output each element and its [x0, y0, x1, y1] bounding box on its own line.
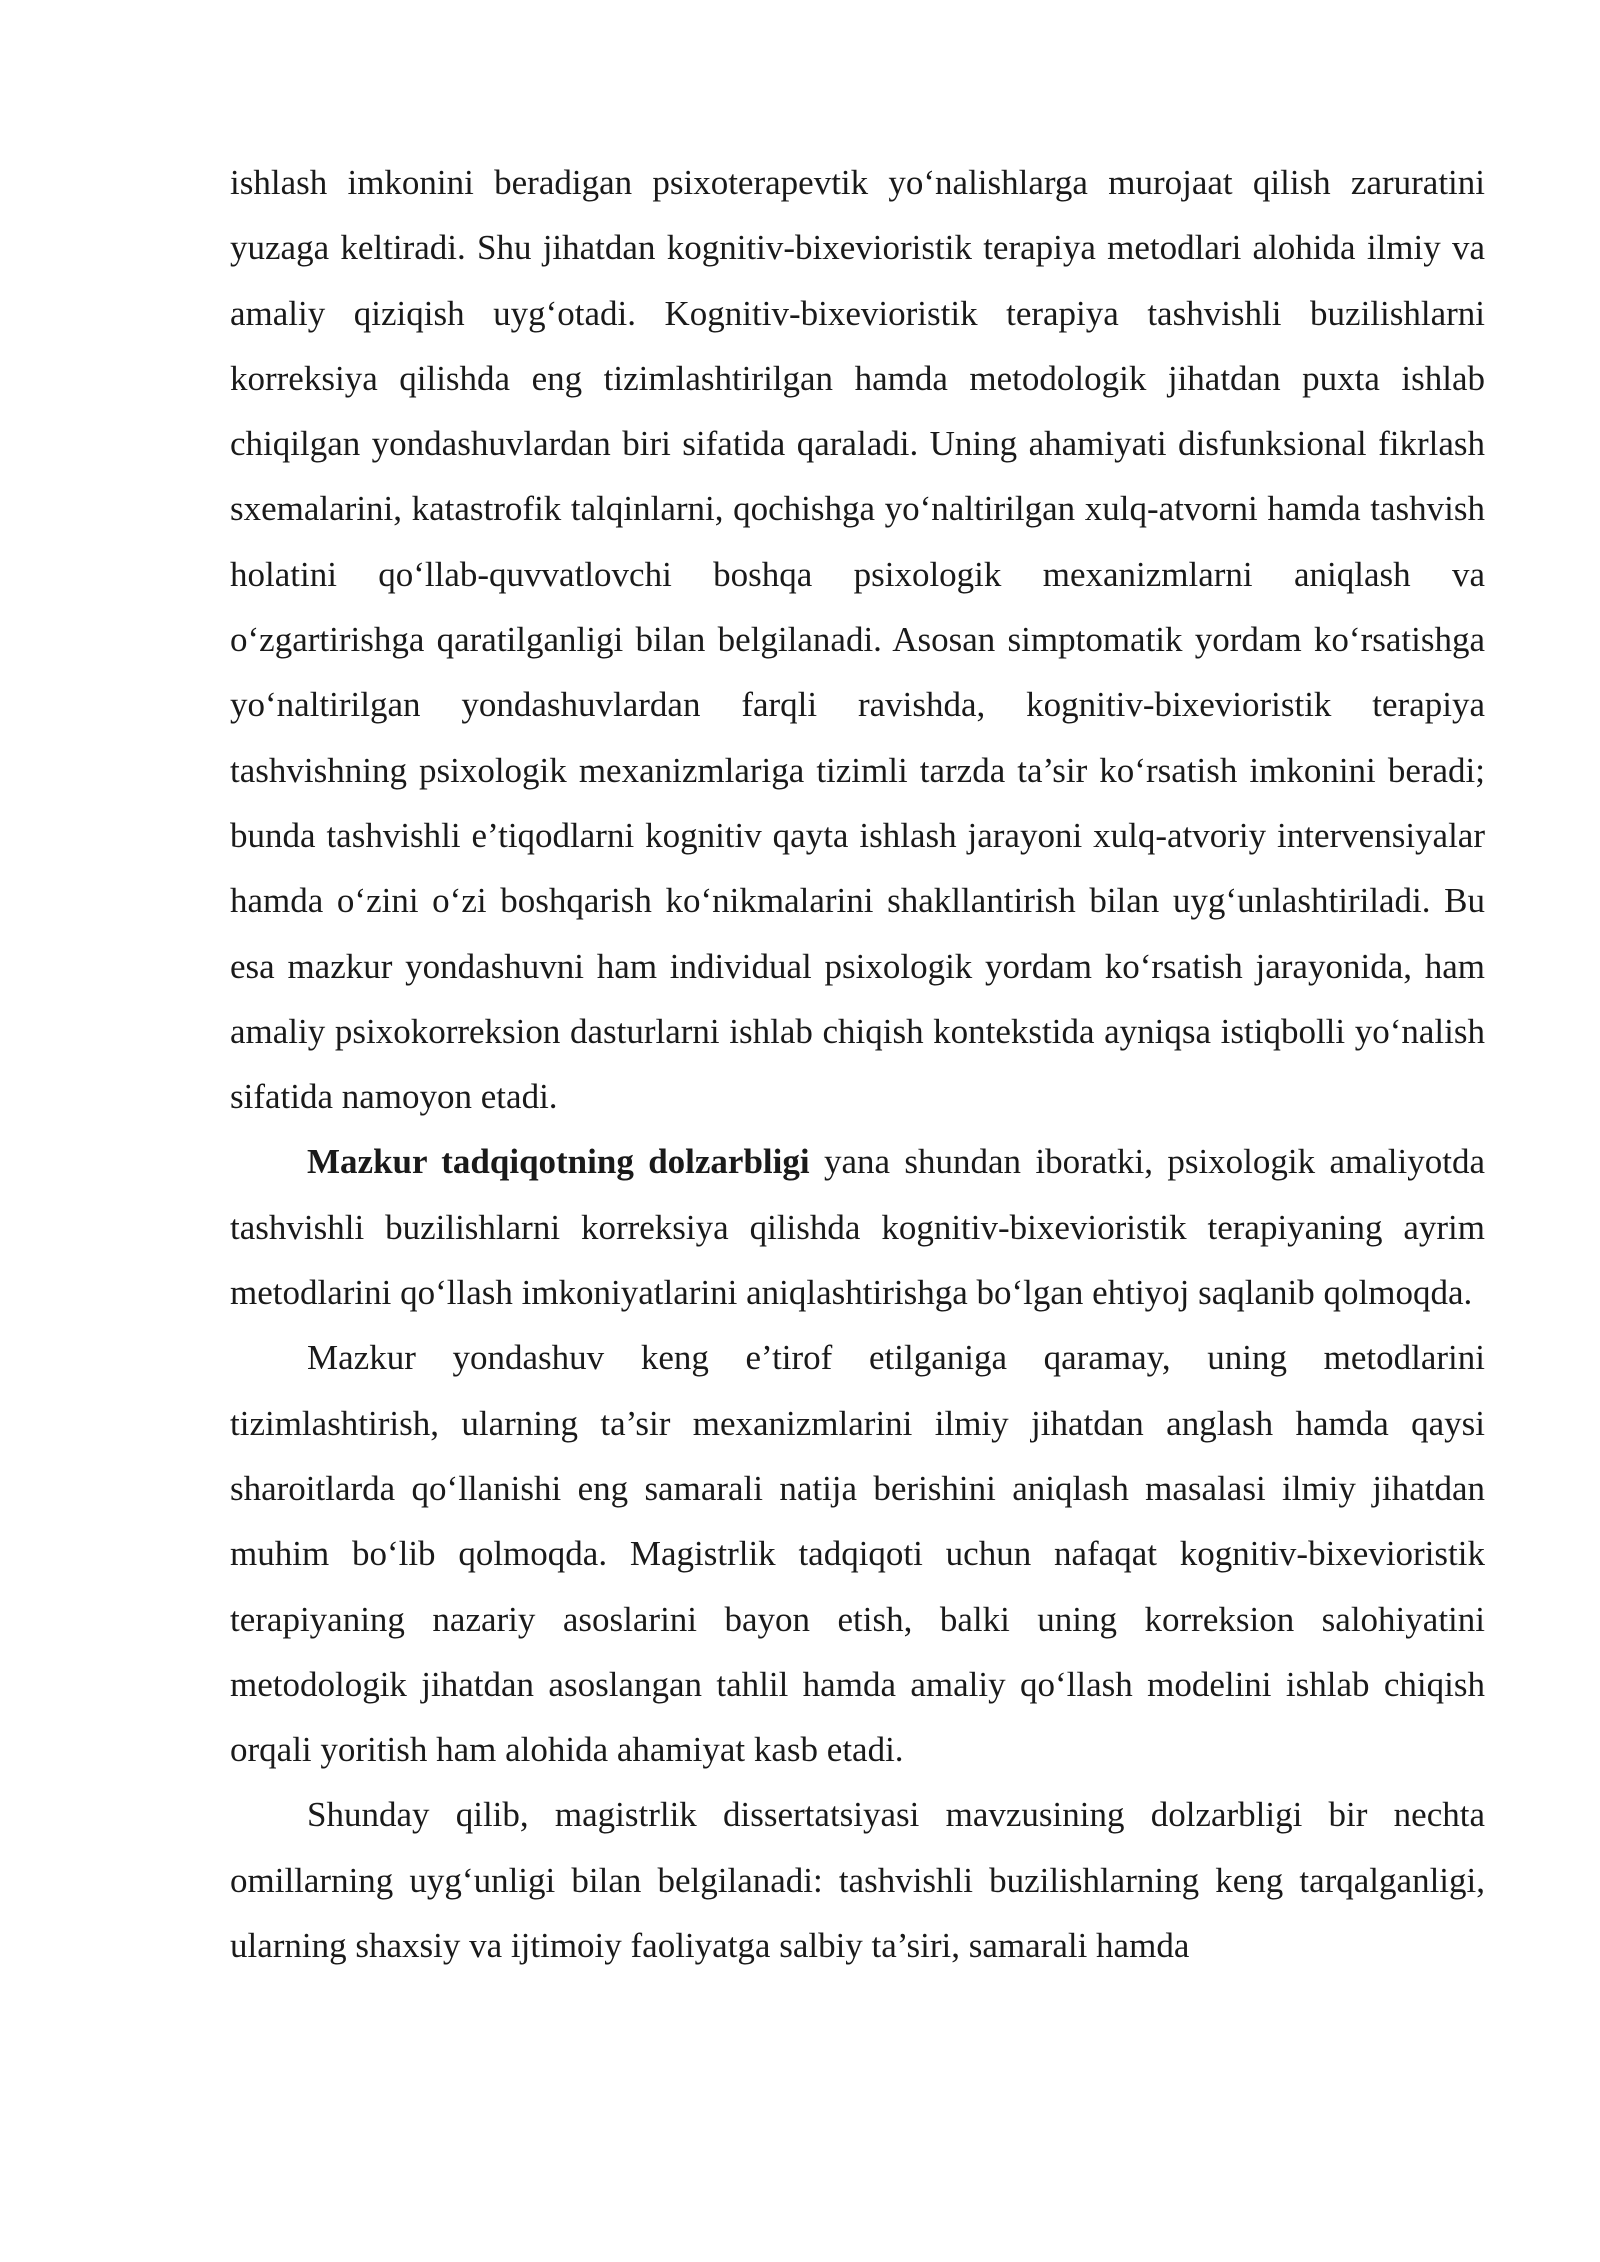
paragraph-relevance-body: yana shundan iboratki, psixologik amaliyotda tashvishli buzilishlarni korreksiya qilishda kognitiv-bixevioristik terapiyaning ayrim metodlarini qo‘llash imkoniyatlarini aniqlashtirishga bo‘lgan ehtiyoj saqlanib qolmoqda. [230, 1142, 1485, 1313]
paragraph-approach: Mazkur yondashuv keng e’tirof etilganiga qaramay, uning metodlarini tizimlashtirish, ularning ta’sir mexanizmlarini ilmiy jihatdan anglash hamda qaysi sharoitlarda qo‘llanishi eng samarali natija berishini aniqlash masalasi ilmiy jihatdan muhim bo‘lib qolmoqda. Magistrlik tadqiqoti uchun nafaqat kognitiv-bixevioristik terapiyaning nazariy asoslarini bayon etish, balki uning korreksion salohiyatini metodologik jihatdan asoslangan tahlil hamda amaliy qo‘llash modelini ishlab chiqish orqali yoritish ham alohida ahamiyat kasb etadi. [230, 1338, 1485, 1770]
paragraph-conclusion: Shunday qilib, magistrlik dissertatsiyasi mavzusining dolzarbligi bir nechta omillarning uyg‘unligi bilan belgilanadi: tashvishli buzilishlarning keng tarqalganligi, ularning shaxsiy va ijtimoiy faoliyatga salbiy ta’siri, samarali hamda [230, 1795, 1485, 1966]
paragraph-relevance [230, 1129, 1485, 1325]
paragraph-continuation: ishlash imkonini beradigan psixoterapevtik yo‘nalishlarga murojaat qilish zaruratini yuzaga keltiradi. Shu jihatdan kognitiv-bixevioristik terapiya metodlari alohida ilmiy va amaliy qiziqish uyg‘otadi. Kognitiv-bixevioristik terapiya tashvishli buzilishlarni korreksiya qilishda eng tizimlashtirilgan hamda metodologik jihatdan puxta ishlab chiqilgan yondashuvlardan biri sifatida qaraladi. Uning ahamiyati disfunksional fikrlash sxemalarini, katastrofik talqinlarni, qochishga yo‘naltirilgan xulq-atvorni hamda tashvish holatini qo‘llab-quvvatlovchi boshqa psixologik mexanizmlarni aniqlash va o‘zgartirishga qaratilganligi bilan belgilanadi. Asosan simptomatik yordam ko‘rsatishga yo‘naltirilgan yondashuvlardan farqli ravishda, kognitiv-bixevioristik terapiya tashvishning psixologik mexanizmlariga tizimli tarzda ta’sir ko‘rsatish imkonini beradi; bunda tashvishli e’tiqodlarni kognitiv qayta ishlash jarayoni xulq-atvoriy intervensiyalar hamda o‘zini o‘zi boshqarish ko‘nikmalarini shakllantirish bilan uyg‘unlashtiriladi. Bu esa mazkur yondashuvni ham individual psixologik yordam ko‘rsatish jarayonida, ham amaliy psixokorreksion dasturlarni ishlab chiqish kontekstida ayniqsa istiqbolli yo‘nalish sifatida namoyon etadi. [230, 163, 1485, 1117]
document-page [230, 150, 1485, 1978]
bold-lead-phrase: Mazkur tadqiqotning dolzarbligi [307, 1142, 810, 1182]
